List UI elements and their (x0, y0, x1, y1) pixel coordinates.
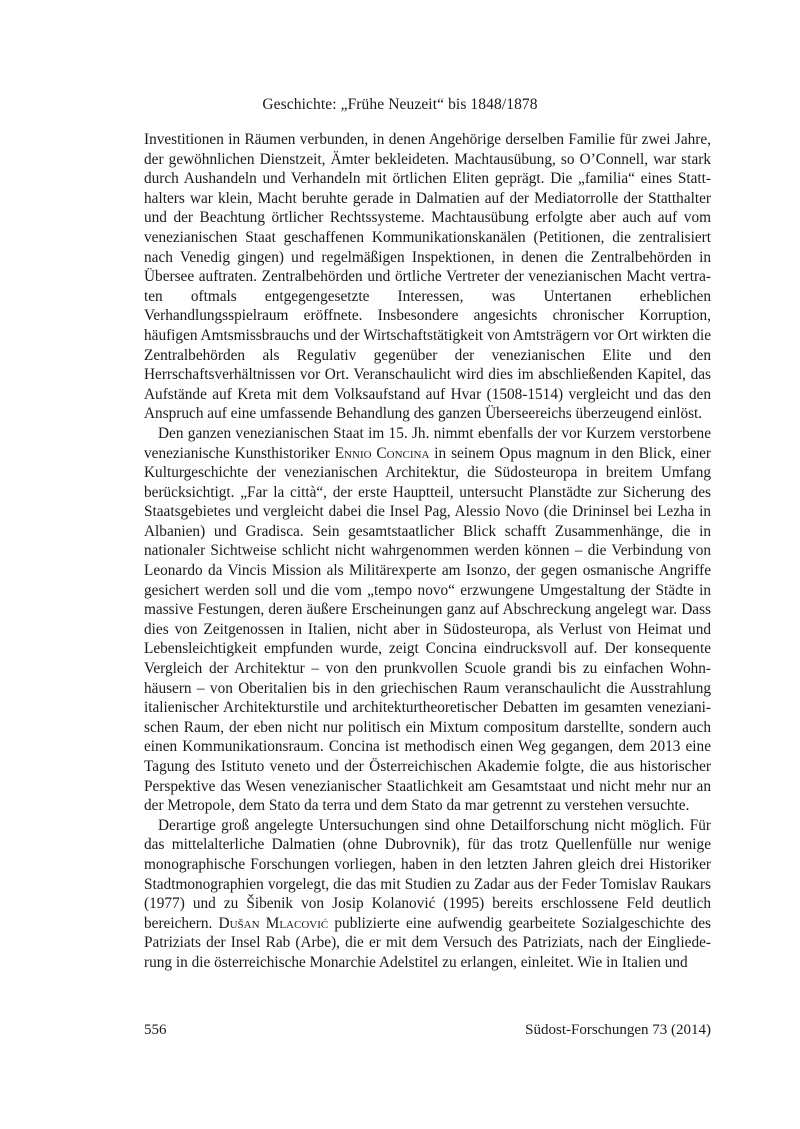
body-text (144, 130, 711, 973)
page-number: 556 (144, 1022, 167, 1038)
author-name-concina: Ennio Concina (334, 444, 430, 462)
paragraph-3-rest: publizierte eine aufwendig gearbeitete Sozialgeschichte des Patriziats der Insel Rab (Arbe), die er mit dem Versuch des Patriziats, nach der Eingliederung in die österreichische Monarchie Adelstitel zu erlangen, einleitet. Wie in Italien und (144, 914, 711, 971)
paragraph-3-lead: Derartige groß angelegte Untersuchungen sind ohne Detailforschung nicht möglich. Für das mittelalterliche Dalmatien (ohne Dubrovnik), für das trotz Quellenfülle nur wenige monographische Forschungen vorliegen, haben in den letzten Jahren gleich drei Historiker Stadtmonographien vorgelegt, die das mit Studien zu Zadar aus der Feder Tomislav Raukars (1977) und zu Šibenik von Josip Kolanović (1995) bereits erschlossene Feld deutlich bereichern. (144, 816, 711, 932)
author-name-mlacovic: Dušan Mlacović (218, 914, 329, 932)
journal-reference: Südost-Forschungen 73 (2014) (525, 1022, 711, 1038)
running-head: Geschichte: „Frühe Neuzeit“ bis 1848/1878 (262, 96, 538, 113)
paragraph-2 (144, 424, 711, 816)
paragraph-3 (144, 816, 711, 973)
paragraph-2-rest: in seinem Opus magnum in den Blick, einer Kulturgeschichte der venezianischen Architektur, die Südosteuropa in breitem Umfang berücksichtigt. „Far la città“, der erste Hauptteil, untersucht Planstädte zur Sicherung des Staatsgebietes und vergleicht dabei die Insel Pag, Alessio Novo (die Drininsel bei Lezha in Albanien) und Gradisca. Sein gesamtstaatlicher Blick schafft Zusammenhänge, die in nationaler Sichtweise schlicht nicht wahrgenommen werden können – die Verbindung von Leonardo da Vincis Mission als Militärexperte am Isonzo, der gegen osmanische Angriffe gesichert werden soll und die vom „tempo novo“ erzwungene Umgestaltung der Städte in massive Festungen, deren äußere Erscheinungen ganz auf Abschreckung angelegt war. Dass dies von Zeitgenossen in Italien, nicht aber in Südosteuropa, als Verlust von Heimat und Lebensleichtigkeit empfunden wurde, zeigt Concina eindrucksvoll auf. Der konsequente Vergleich der Architektur – von den prunkvollen Scuole grandi bis zu einfachen Wohnhäusern – von Oberitalien bis in den griechischen Raum veranschaulicht die Ausstrahlung italienischer Architekturstile und architekturtheoretischer Debatten im gesamten venezianischen Raum, der eben nicht nur politisch ein Mixtum compositum darstellte, sondern auch einen Kommunikationsraum. Concina ist methodisch einen Weg gegangen, dem 2013 eine Tagung des Istituto veneto und der Österreichischen Akademie folgte, die aus historischer Perspektive das Wesen venezianischer Staatlichkeit am Gesamtstaat und nicht mehr nur an der Metropole, dem Stato da terra und dem Stato da mar getrennt zu verstehen versuchte. (144, 444, 712, 815)
paragraph-1: Investitionen in Räumen verbunden, in denen Angehörige derselben Familie für zwei Jahre, der gewöhnlichen Dienstzeit, Ämter bekleideten. Machtausübung, so O’Connell, war stark durch Aushandeln und Verhandeln mit örtlichen Eliten geprägt. Die „familia“ eines Statthalters war klein, Macht beruhte gerade in Dalmatien auf der Mediatorrolle der Statthalter und der Beachtung örtlicher Rechtssysteme. Machtausübung erfolgte aber auch auf vom venezianischen Staat geschaffenen Kommunikationskanälen (Petitionen, die zentralisiert nach Venedig gingen) und regelmäßigen Inspektionen, in denen die Zentralbehörden in Übersee auftraten. Zentralbehörden und örtliche Vertreter der venezianischen Macht vertraten oftmals entgegengesetzte Interessen, was Untertanen erheblichen Verhandlungsspielraum eröffnete. Insbesondere angesichts chronischer Korruption, häufigen Amtsmissbrauchs und der Wirtschaftstätigkeit von Amtsträgern vor Ort wirkten die Zentralbehörden als Regulativ gegenüber der venezianischen Elite und den Herrschaftsverhältnissen vor Ort. Veranschaulicht wird dies im abschließenden Kapitel, das Aufstände auf Kreta mit dem Volksaufstand auf Hvar (1508-1514) vergleicht und das den Anspruch auf eine umfassende Behandlung des ganzen Überseereichs überzeugend einlöst. (144, 131, 711, 423)
paragraph-2-lead: Den ganzen venezianischen Staat im 15. Jh. nimmt ebenfalls der vor Kurzem verstorbene venezianische Kunsthistoriker (144, 424, 711, 462)
